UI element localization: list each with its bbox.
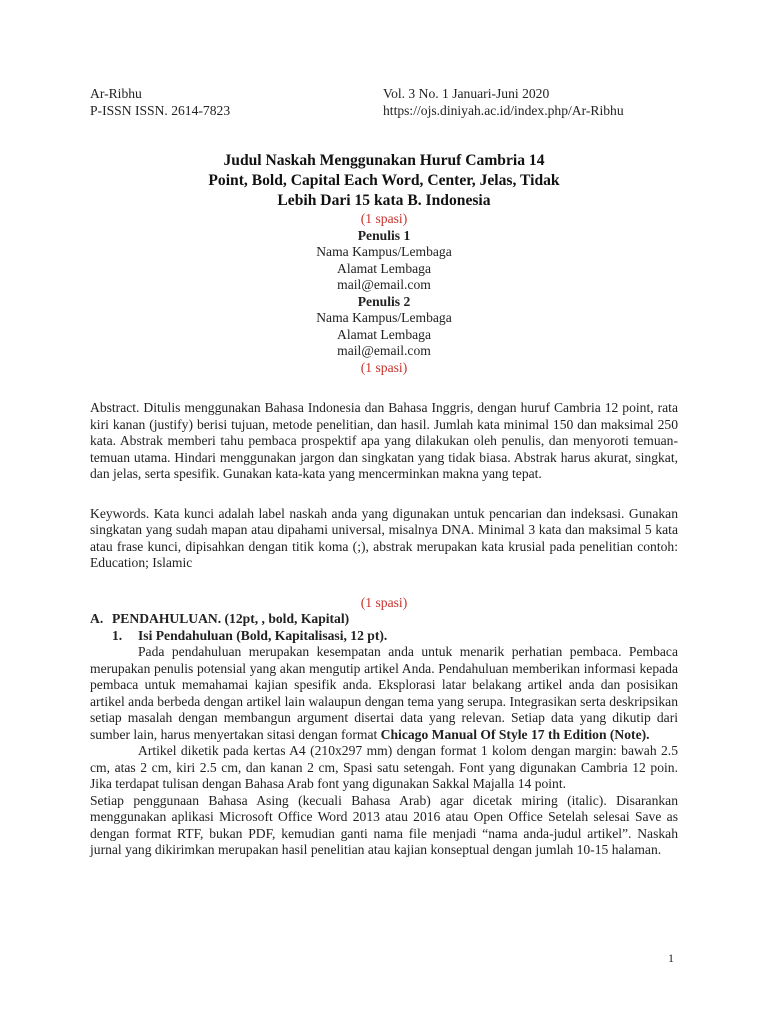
page-number: 1 — [668, 951, 674, 965]
title-line-3: Lebih Dari 15 kata B. Indonesia — [277, 192, 491, 209]
intro-paragraph-2: Artikel diketik pada kertas A4 (210x297 mm) dengan format 1 kolom dengan margin: bawah 2.5 cm, atas 2 cm, kiri 2.5 cm, dan kanan 2 cm, Spasi satu setengah. Font yang digunakan Cambria 12 poin. Jika terdapat tulisan dengan Bahasa Arab font yang digunakan Sakkal Majalla 14 point. — [90, 743, 678, 791]
intro-paragraph-1 — [90, 644, 678, 743]
journal-header — [90, 86, 678, 119]
spacing-note: (1 spasi) — [360, 359, 408, 375]
section-label: A. — [90, 611, 104, 626]
article-title — [90, 151, 678, 211]
subsection-label: 1. — [112, 627, 123, 643]
spacing-note: (1 spasi) — [360, 594, 408, 610]
author-1-label: Penulis 1 — [357, 227, 411, 243]
author-block — [90, 211, 678, 376]
author-1-institution: Nama Kampus/Lembaga — [316, 244, 452, 259]
journal-volume: Vol. 3 No. 1 Januari-Juni 2020 — [383, 86, 550, 101]
intro-paragraph-1-text: Pada pendahuluan merupakan kesempatan anda untuk menarik perhatian pembaca. Pembaca merupakan penulis potensial yang akan mengutip artikel Anda. Pendahuluan memberikan informasi kepada pembaca untuk memahamai kajian spesifik anda. Eksplorasi latar belakang artikel anda dan posisikan artikel anda berbeda dengan artikel lain walaupun dengan tema yang serupa. Integrasikan serta deskripsikan setiap masalah dengan membangun argument disertai data yang relevan. Setiap data yang dikutip dari sumber lain, harus menyertakan sitasi dengan format — [90, 644, 678, 742]
keywords-paragraph: Keywords. Kata kunci adalah label naskah anda yang digunakan untuk pencarian dan indeksasi. Gunakan singkatan yang sudah mapan atau dipahami universal, misalnya DNA. Minimal 3 kata dan maksimal 5 kata atau frase kunci, dipisahkan dengan titik koma (;), abstrak merupakan kata krusial pada penelitian contoh: Education; Islamic — [90, 505, 678, 570]
journal-issn: P-ISSN ISSN. 2614-7823 — [90, 102, 231, 118]
section-title: PENDAHULUAN. (12pt, , bold, Kapital) — [112, 611, 350, 626]
subsection-title: Isi Pendahuluan (Bold, Kapitalisasi, 12 pt). — [138, 627, 388, 643]
author-1-address: Alamat Lembaga — [337, 260, 431, 276]
subsection-heading — [90, 628, 678, 645]
author-2-institution: Nama Kampus/Lembaga — [316, 310, 452, 325]
author-2-address: Alamat Lembaga — [337, 326, 431, 342]
journal-name: Ar-Ribhu — [90, 86, 142, 101]
title-line-2: Point, Bold, Capital Each Word, Center, Jelas, Tidak — [208, 172, 560, 189]
spacing-note: (1 spasi) — [360, 211, 408, 226]
title-line-1: Judul Naskah Menggunakan Huruf Cambria 14 — [223, 152, 545, 169]
citation-style-text: Chicago Manual Of Style 17 th Edition (Note). — [380, 726, 650, 742]
author-1-email: mail@email.com — [337, 277, 431, 292]
author-2-label: Penulis 2 — [357, 293, 411, 309]
journal-url[interactable]: https://ojs.diniyah.ac.id/index.php/Ar-Ribhu — [383, 102, 624, 118]
abstract-paragraph: Abstract. Ditulis menggunakan Bahasa Indonesia dan Bahasa Inggris, dengan huruf Cambria 12 point, rata kiri kanan (justify) berisi tujuan, metode penelitian, dan hasil. Jumlah kata minimal 150 dan maksimal 250 kata. Abstrak memberi tahu pembaca prospektif apa yang dilakukan oleh penulis, dan menyoroti temuan-temuan utama. Hindari menggunakan jargon dan singkatan yang tidak biasa. Abstrak harus akurat, singkat, dan jelas, serta spesifik. Gunakan kata-kata yang mencerminkan makna yang tepat. — [90, 400, 678, 481]
intro-paragraph-3: Setiap penggunaan Bahasa Asing (kecuali Bahasa Arab) agar dicetak miring (italic). Disarankan menggunakan aplikasi Microsoft Office Word 2013 atau 2016 atau Open Office Setelah selesai Save as dengan format RTF, bukan PDF, kemudian ganti nama file menjadi “nama anda-judul artikel”. Naskah jurnal yang dikirimkan merupakan hasil penelitian atau kajian konseptual dengan jumlah 10-15 halaman. — [90, 792, 678, 857]
author-2-email: mail@email.com — [337, 343, 431, 358]
section-heading — [90, 611, 678, 628]
